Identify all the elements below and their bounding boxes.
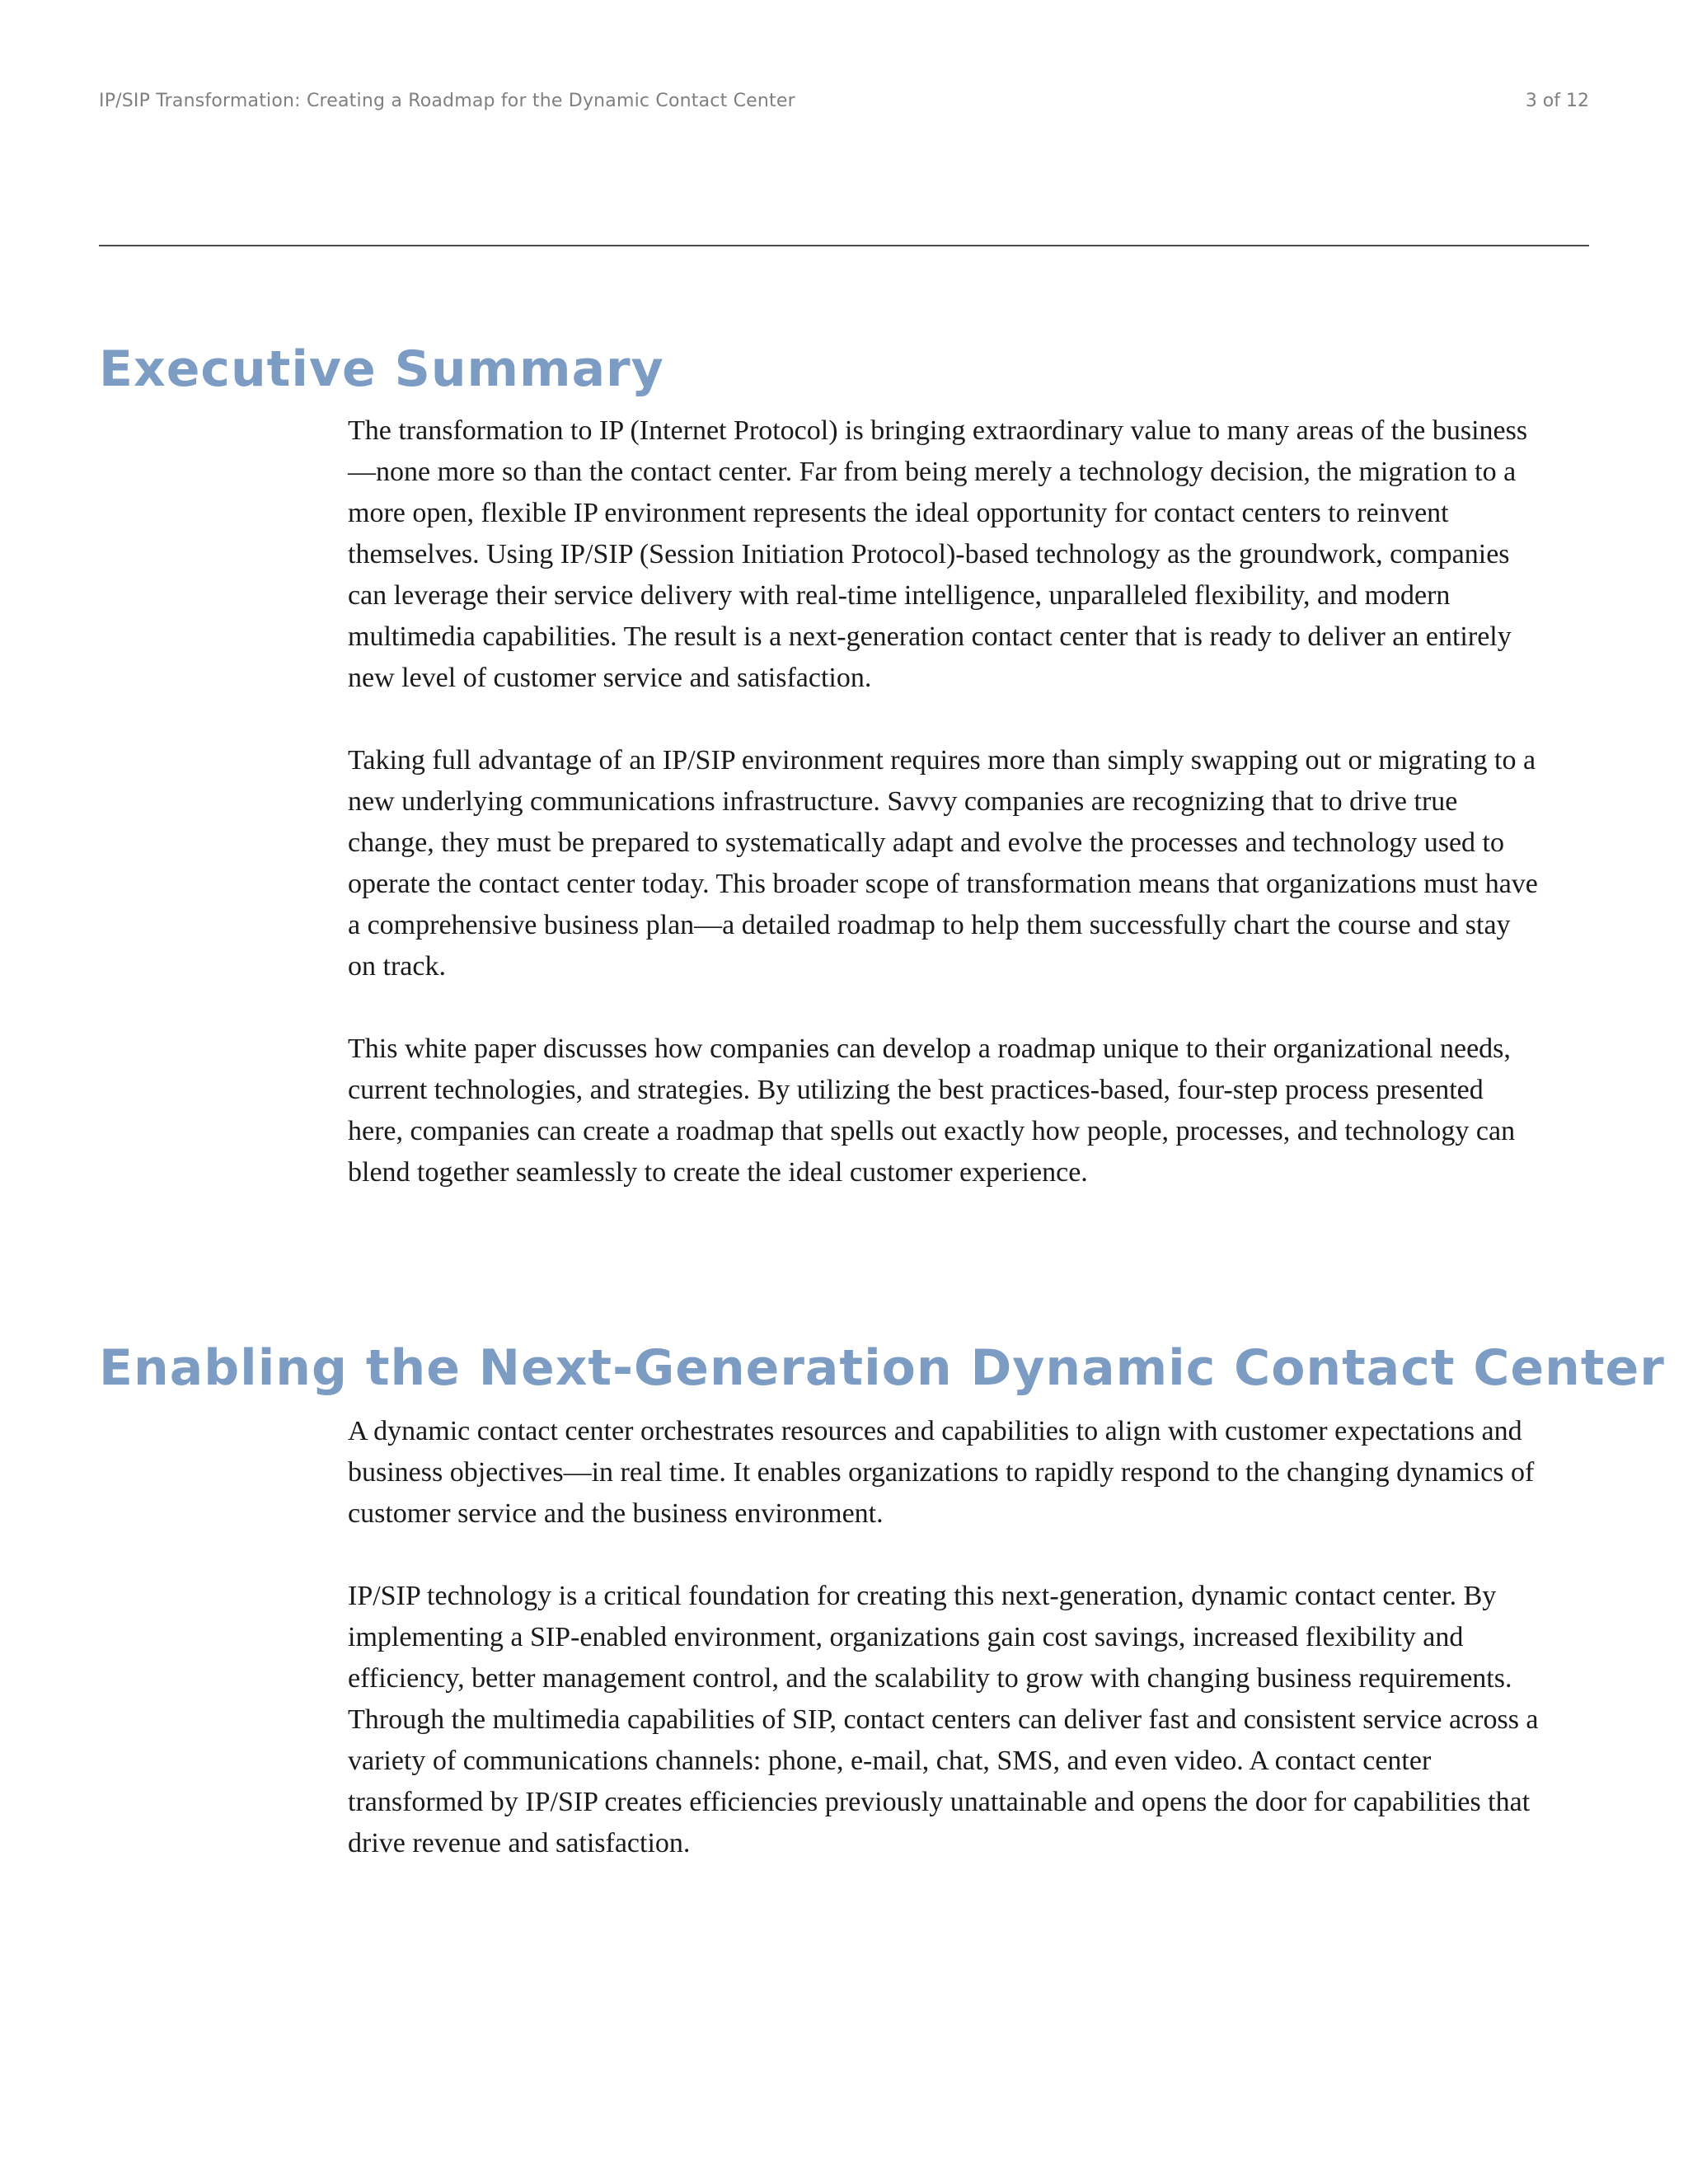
page-number: 3 of 12 [1525, 91, 1589, 111]
executive-summary-heading: Executive Summary [99, 340, 664, 398]
enabling-section-heading: Enabling the Next-Generation Dynamic Contact Center [99, 1339, 1665, 1397]
executive-summary-paragraph-1: The transformation to IP (Internet Protocol) is bringing extraordinary value to many areas of the business—none more so than the contact center. Far from being merely a technology decision, the migration to a more open, flexible IP environment represents the ideal opportunity for contact centers to reinvent themselves. Using IP/SIP (Session Initiation Protocol)-based technology as the groundwork, companies can leverage their service delivery with real-time intelligence, unparalleled flexibility, and modern multimedia capabilities. The result is a next-generation contact center that is ready to deliver an entirely new level of customer service and satisfaction. [348, 415, 1528, 693]
enabling-paragraph-1: A dynamic contact center orchestrates resources and capabilities to align with customer expectations and business objectives—in real time. It enables organizations to rapidly respond to the changing dynamics of customer service and the business environment. [348, 1416, 1535, 1529]
running-header-title: IP/SIP Transformation: Creating a Roadmap for the Dynamic Contact Center [99, 91, 795, 111]
enabling-paragraph-2: IP/SIP technology is a critical foundation for creating this next-generation, dynamic contact center. By implementing a SIP-enabled environment, organizations gain cost savings, increased flexibility and efficiency, better management control, and the scalability to grow with changing business requirements. Through the multimedia capabilities of SIP, contact centers can deliver fast and consistent service across a variety of communications channels: phone, e-mail, chat, SMS, and even video. A contact center transformed by IP/SIP creates efficiencies previously unattainable and opens the door for capabilities that drive revenue and satisfaction. [348, 1581, 1539, 1858]
executive-summary-body [348, 410, 1543, 1235]
executive-summary-paragraph-2: Taking full advantage of an IP/SIP environment requires more than simply swapping out or migrating to a new underlying communications infrastructure. Savvy companies are recognizing that to drive true change, they must be prepared to systematically adapt and evolve the processes and technology used to operate the contact center today. This broader scope of transformation means that organizations must have a comprehensive business plan—a detailed roadmap to help them successfully chart the course and stay on track. [348, 745, 1538, 982]
header-divider [99, 245, 1589, 246]
enabling-section-body [348, 1411, 1543, 1905]
executive-summary-paragraph-3: This white paper discusses how companies can develop a roadmap unique to their organizational needs, current technologies, and strategies. By utilizing the best practices-based, four-step process presented here, companies can create a roadmap that spells out exactly how people, processes, and technology can blend together seamlessly to create the ideal customer experience. [348, 1033, 1516, 1188]
